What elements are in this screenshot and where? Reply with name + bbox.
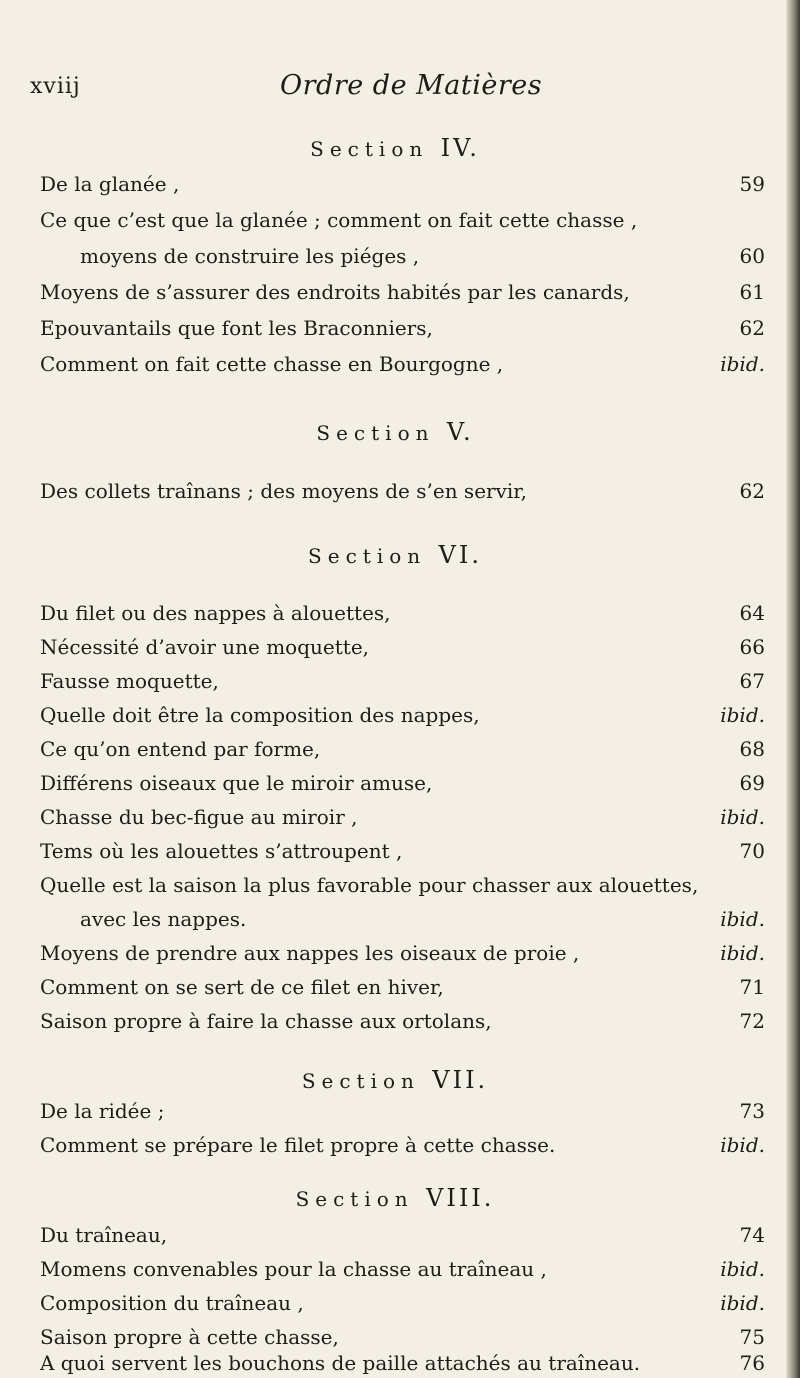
entry-page: ibid.: [720, 805, 765, 829]
entry-page: 71: [739, 975, 765, 999]
entry-text: Chasse du bec-figue au miroir ,: [40, 805, 358, 829]
entry-text: Saison propre à faire la chasse aux ortolans,: [40, 1009, 492, 1033]
entry-page: 61: [739, 280, 765, 304]
entry-text: Comment on se sert de ce filet en hiver,: [40, 975, 444, 999]
entry-page: ibid.: [720, 1291, 765, 1315]
page-edge-shadow: [786, 0, 800, 1378]
entry-text: Composition du traîneau ,: [40, 1291, 304, 1315]
entry-page: 66: [739, 635, 765, 659]
section-label: Section: [310, 137, 429, 161]
entry-page: ibid.: [720, 352, 765, 376]
entry-text: Tems où les alouettes s’attroupent ,: [40, 839, 403, 863]
section-heading-vii: [0, 1066, 790, 1094]
entry-text: Du filet ou des nappes à alouettes,: [40, 601, 391, 625]
running-title: Ordre de Matières: [280, 70, 543, 101]
entry-page: 69: [739, 771, 765, 795]
section-heading-vi: [0, 541, 790, 569]
entry-page: 62: [739, 316, 765, 340]
section-numeral: VII.: [432, 1066, 489, 1094]
entry-page: 75: [739, 1325, 765, 1349]
entry-text: Momens convenables pour la chasse au traîneau ,: [40, 1257, 547, 1281]
section-label: Section: [301, 1069, 420, 1093]
section-label: Section: [308, 544, 427, 568]
entry-page: 67: [739, 669, 765, 693]
entry-text: A quoi servent les bouchons de paille attachés au traîneau.: [40, 1351, 641, 1375]
entry-page: ibid.: [720, 1257, 765, 1281]
entry-page: 68: [739, 737, 765, 761]
entry-text: Comment on fait cette chasse en Bourgogne ,: [40, 352, 504, 376]
entry-text: Différens oiseaux que le miroir amuse,: [40, 771, 433, 795]
entry-page: ibid.: [720, 1133, 765, 1157]
folio: xviij: [30, 74, 81, 99]
entry-page: 62: [739, 479, 765, 503]
section-heading-iv: [0, 134, 790, 162]
section-label: Section: [295, 1187, 414, 1211]
section-heading-v: [0, 418, 790, 446]
entry-text: Ce qu’on entend par forme,: [40, 737, 321, 761]
entry-page: 59: [739, 172, 765, 196]
entry-page: 76: [739, 1351, 765, 1375]
entry-text: Quelle est la saison la plus favorable pour chasser aux alouettes,: [40, 873, 699, 897]
section-label: Section: [316, 421, 435, 445]
entry-page: 74: [739, 1223, 765, 1247]
section-numeral: V.: [446, 418, 474, 446]
section-numeral: VI.: [438, 541, 482, 569]
entry-text: Nécessité d’avoir une moquette,: [40, 635, 370, 659]
entry-page: ibid.: [720, 703, 765, 727]
section-numeral: VIII.: [426, 1184, 495, 1212]
entry-page: ibid.: [720, 941, 765, 965]
entry-page: 72: [739, 1009, 765, 1033]
entry-page: 70: [739, 839, 765, 863]
section-heading-viii: [0, 1184, 790, 1212]
entry-text: Comment se prépare le filet propre à cette chasse.: [40, 1133, 556, 1157]
page-header: [30, 70, 770, 110]
entry-page: 60: [739, 244, 765, 268]
entry-text: Saison propre à cette chasse,: [40, 1325, 339, 1349]
entry-page: 64: [739, 601, 765, 625]
entry-text: Epouvantails que font les Braconniers,: [40, 316, 433, 340]
section-numeral: IV.: [440, 134, 480, 162]
entry-text: Moyens de prendre aux nappes les oiseaux de proie ,: [40, 941, 580, 965]
entry-text: avec les nappes.: [80, 907, 247, 931]
entry-text: Fausse moquette,: [40, 669, 219, 693]
entry-page: ibid.: [720, 907, 765, 931]
entry-text: Moyens de s’assurer des endroits habités par les canards,: [40, 280, 630, 304]
entry-text: Ce que c’est que la glanée ; comment on fait cette chasse ,: [40, 208, 638, 232]
entry-text: moyens de construire les piéges ,: [80, 244, 420, 268]
entry-text: Quelle doit être la composition des nappes,: [40, 703, 480, 727]
entry-text: De la glanée ,: [40, 172, 180, 196]
entry-text: Des collets traînans ; des moyens de s’en servir,: [40, 479, 528, 503]
entry-text: De la ridée ;: [40, 1099, 165, 1123]
entry-page: 73: [739, 1099, 765, 1123]
entry-text: Du traîneau,: [40, 1223, 168, 1247]
